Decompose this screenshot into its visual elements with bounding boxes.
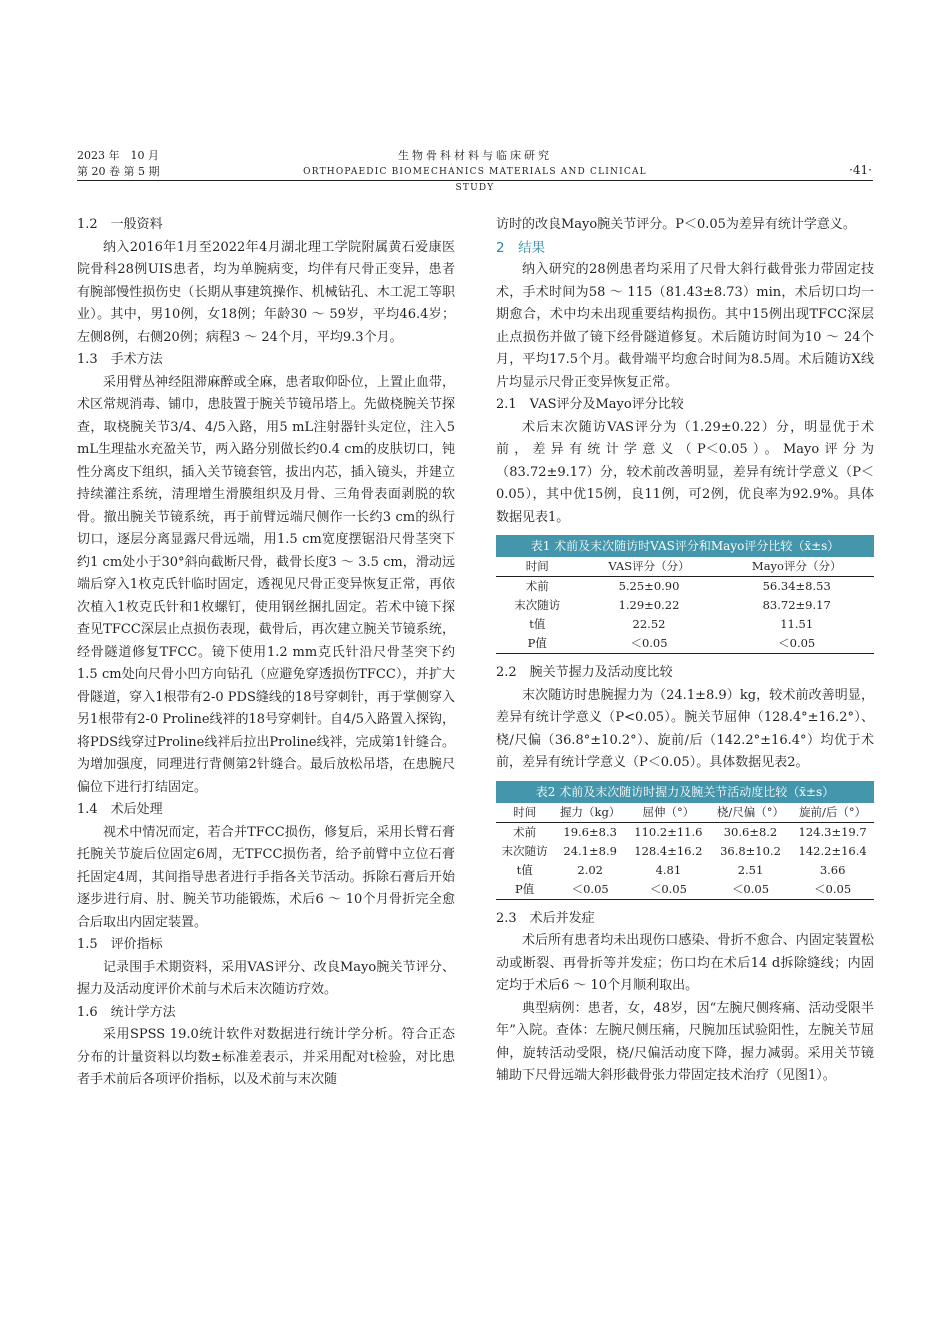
table-cell: 83.72±9.17 bbox=[762, 598, 831, 612]
table-cell: P值 bbox=[496, 880, 553, 900]
table-cell: 5.25±0.90 bbox=[618, 579, 680, 593]
table-cell: 11.51 bbox=[780, 617, 814, 631]
table-cell: 2.02 bbox=[577, 862, 603, 877]
table-cell: 术前 bbox=[525, 579, 549, 593]
table-cell: 30.6±8.2 bbox=[723, 824, 778, 839]
table-row bbox=[496, 822, 874, 842]
table-cell: 56.34±8.53 bbox=[762, 579, 831, 593]
table-cell: 2.51 bbox=[737, 862, 764, 877]
paragraph: 视术中情况而定，若合并TFCC损伤，修复后，采用长臂石膏托腕关节旋后位固定6周，无TFCC损伤者，给予前臂中立位石膏托固定4周，其间指导患者进行手指各关节活动。拆除石膏后开始逐步进行肩、肘、腕关节功能锻炼，术后6 ～ 10个月骨折完全愈合后取出内固定装置。 bbox=[77, 824, 455, 930]
section-title-1-3: 1.3 手术方法 bbox=[77, 352, 163, 367]
right-column bbox=[496, 214, 874, 1088]
table-cell: 1.29±0.22 bbox=[618, 598, 680, 612]
header-rule bbox=[77, 180, 873, 181]
page-number: ·41· bbox=[849, 163, 872, 177]
paragraph: 记录围手术期资料，采用VAS评分、改良Mayo腕关节评分、握力及活动度评价术前与术后末次随访疗效。 bbox=[77, 959, 455, 997]
table-2-caption: 表2 术前及末次随访时握力及腕关节活动度比较（x̄±s） bbox=[496, 781, 874, 803]
table-cell: ＜0.05 bbox=[579, 634, 720, 654]
table-cell: 128.4±16.2 bbox=[634, 843, 703, 858]
table-cell: 110.2±11.6 bbox=[634, 824, 703, 839]
table-cell: P值 bbox=[496, 634, 579, 654]
table-row bbox=[496, 634, 874, 654]
section-title-2: 2 结果 bbox=[496, 239, 546, 256]
paragraph: 典型病例：患者，女，48岁，因“左腕尺侧疼痛、活动受限半年”入院。查体：左腕尺侧压痛，尺腕加压试验阳性，左腕关节屈伸，旋转活动受限，桡/尺偏活动度下降，握力减弱。采用关节镜辅助下尺骨远端大斜形截骨张力带固定技术治疗（见图1）。 bbox=[496, 1000, 874, 1083]
table-header-cell: Mayo评分（分） bbox=[719, 557, 874, 577]
table-cell: ＜0.05 bbox=[553, 880, 627, 900]
section-title-1-4: 1.4 术后处理 bbox=[77, 802, 163, 817]
table-cell: 术前 bbox=[513, 824, 537, 839]
section-title-1-2: 1.2 一般资料 bbox=[77, 217, 163, 232]
table-cell: 124.3±19.7 bbox=[798, 824, 867, 839]
table-header-cell: 握力（kg） bbox=[553, 803, 627, 823]
table-header-cell: 屈伸（°） bbox=[627, 803, 710, 823]
journal-title-en: ORTHOPAEDIC BIOMECHANICS MATERIALS AND CLINICAL STUDY bbox=[303, 167, 647, 193]
table-row bbox=[496, 842, 874, 861]
table-header-cell: 时间 bbox=[496, 803, 553, 823]
paragraph-continued: 访时的改良Mayo腕关节评分。P＜0.05为差异有统计学意义。 bbox=[496, 217, 856, 232]
issue-date: 2023 年 10 月 bbox=[77, 149, 159, 162]
running-header-left bbox=[77, 148, 159, 180]
table-cell: 22.52 bbox=[632, 617, 666, 631]
table-cell: 末次随访 bbox=[514, 598, 561, 612]
running-header-center bbox=[300, 148, 650, 196]
table-cell: 3.66 bbox=[819, 862, 846, 877]
table-header-cell: 旋前/后（°） bbox=[791, 803, 874, 823]
table-row bbox=[496, 615, 874, 634]
table-header-cell: 桡/尺偏（°） bbox=[710, 803, 792, 823]
table-row bbox=[496, 880, 874, 900]
table-cell: ＜0.05 bbox=[791, 880, 874, 900]
table-cell: 36.8±10.2 bbox=[720, 843, 781, 858]
section-title-2-1: 2.1 VAS评分及Mayo评分比较 bbox=[496, 397, 684, 412]
paragraph: 术后所有患者均未出现伤口感染、骨折不愈合、内固定装置松动或断裂、再骨折等并发症；伤口均在术后14 d拆除缝线；内固定均于术后6 ～ 10个月顺利取出。 bbox=[496, 933, 874, 993]
table-cell: 4.81 bbox=[655, 862, 682, 877]
table-row bbox=[496, 861, 874, 880]
table-cell: t值 bbox=[529, 617, 546, 631]
paragraph: 纳入2016年1月至2022年4月湖北理工学院附属黄石爱康医院骨科28例UIS患者，均为单腕病变，均伴有尺骨正变异，患者有腕部慢性损伤史（长期从事建筑操作、机械钻孔、木工泥工等职业）。其中，男10例，女18例；年龄30 ～ 59岁，平均46.4岁；左侧8例，右侧20例；病程3 ～ 24个月，平均9.3个月。 bbox=[77, 239, 455, 345]
table-cell: 末次随访 bbox=[501, 843, 548, 858]
paragraph: 采用SPSS 19.0统计软件对数据进行统计学分析。符合正态分布的计量资料以均数±标准差表示，并采用配对t检验，对比患者手术前后各项评价指标，以及术前与末次随 bbox=[77, 1027, 455, 1087]
journal-title-cn: 生物骨科材料与临床研究 bbox=[398, 149, 552, 162]
issue-volume: 第 20 卷 第 5 期 bbox=[77, 165, 160, 178]
table-2 bbox=[496, 803, 874, 900]
paragraph: 末次随访时患腕握力为（24.1±8.9）kg，较术前改善明显，差异有统计学意义（P<0.05）。腕关节屈伸（128.4°±16.2°）、桡/尺偏（36.8°±10.2°）、旋前/后（142.2°±16.4°）均优于术前，差异有统计学意义（P＜0.05）。具体数据见表2。 bbox=[496, 687, 874, 770]
table-cell: ＜0.05 bbox=[719, 634, 874, 654]
table-row bbox=[496, 577, 874, 597]
section-title-2-2: 2.2 腕关节握力及活动度比较 bbox=[496, 665, 673, 680]
table-1 bbox=[496, 557, 874, 654]
table-header-cell: 时间 bbox=[496, 557, 579, 577]
table-cell: ＜0.05 bbox=[710, 880, 792, 900]
table-cell: t值 bbox=[516, 862, 533, 877]
table-cell: 19.6±8.3 bbox=[563, 824, 617, 839]
paragraph: 采用臂丛神经阻滞麻醉或全麻，患者取仰卧位，上置止血带，术区常规消毒、铺巾，患肢置于腕关节镜吊塔上。先做桡腕关节探查，取桡腕关节3/4、4/5入路，用5 mL注射器针头定位，注入5 mL生理盐水充盈关节，两入路分别做长约0.4 cm的皮肤切口，钝性分离皮下组织，插入关节镜套管，拔出内芯，插入镜头，并建立持续灌注系统，清理增生滑膜组织及月骨、三角骨表面剥脱的软骨。撤出腕关节镜系统，再于前臂远端尺侧作一长约3 cm的纵行切口，逐层分离显露尺骨远端，用1.5 cm宽度摆锯沿尺骨茎突下约1 cm处小于30°斜向截断尺骨，截骨长度3 ～ 3.5 cm，滑动远端后穿入1枚克氏针临时固定，透视见尺骨正变异恢复正常，再依次植入1枚克氏针和1枚螺钉，使用钢丝捆扎固定。若术中镜下探查见TFCC深层止点损伤表现，截骨后，再次建立腕关节镜系统，经骨隧道修复TFCC。镜下使用1.2 mm克氏针沿尺骨茎突下约1.5 cm处向尺骨小凹方向钻孔（应避免穿透损伤TFCC），并扩大骨隧道，穿入1根带有2-0 PDS缝线的18号穿刺针，再于掌侧穿入另1根带有2-0 Proline线袢的18号穿刺针。自4/5入路置入探钩，将PDS线穿过Proline线袢后拉出Proline线袢，完成第1针缝合。为增加强度，同理进行背侧第2针缝合。最后放松吊塔，在患腕尺偏位下进行打结固定。 bbox=[77, 374, 455, 795]
section-title-1-6: 1.6 统计学方法 bbox=[77, 1004, 176, 1020]
section-title-1-5: 1.5 评价指标 bbox=[77, 937, 163, 952]
table-row bbox=[496, 596, 874, 615]
table-1-caption: 表1 术前及末次随访时VAS评分和Mayo评分比较（x̄±s） bbox=[496, 535, 874, 557]
table-cell: 24.1±8.9 bbox=[563, 843, 617, 858]
section-title-2-3: 2.3 术后并发症 bbox=[496, 910, 595, 926]
table-cell: 142.2±16.4 bbox=[798, 843, 867, 858]
paragraph: 术后末次随访VAS评分为（1.29±0.22）分，明显优于术前，差异有统计学意义（P＜0.05）。Mayo评分为（83.72±9.17）分，较术前改善明显，差异有统计学意义（P＜0.05），其中优15例，良11例，可2例，优良率为92.9%。具体数据见表1。 bbox=[496, 419, 874, 525]
table-cell: ＜0.05 bbox=[627, 880, 710, 900]
table-header-cell: VAS评分（分） bbox=[579, 557, 720, 577]
paragraph: 纳入研究的28例患者均采用了尺骨大斜行截骨张力带固定技术，手术时间为58 ～ 115（81.43±8.73）min，术后切口均一期愈合，术中均未出现重要结构损伤。其中15例出现TFCC深层止点损伤并做了镜下经骨隧道修复。术后随访时间为10 ～ 24个月，平均17.5个月。截骨端平均愈合时间为8.5周。术后随访X线片均显示尺骨正变异恢复正常。 bbox=[496, 262, 874, 390]
left-column bbox=[77, 214, 455, 1092]
